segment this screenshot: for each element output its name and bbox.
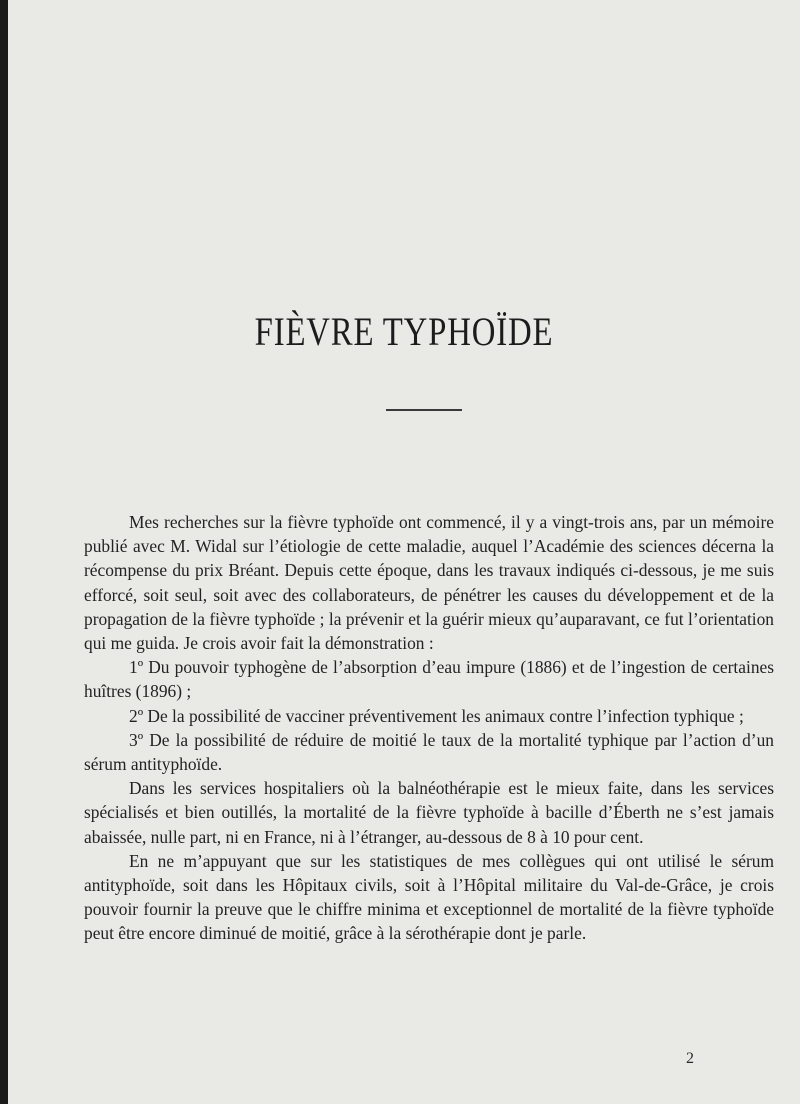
paragraph-hospital-services: Dans les services hospitaliers où la balnéothérapie est le mieux faite, dans les services spécialisés et bien outillés, la mortalité de la fièvre typhoïde à bacille d’Éberth ne s’est jamais abaissée, nulle part, ni en France, ni à l’étranger, au-dessous de 8 à 10 pour cent. — [84, 778, 774, 847]
chapter-title: FIÈVRE TYPHOÏDE — [254, 309, 554, 354]
paragraph-statistics: En ne m’appuyant que sur les statistiques de mes collègues qui ont utilisé le sérum antityphoïde, soit dans les Hôpitaux civils, soit à l’Hôpital militaire du Val-de-Grâce, je crois pouvoir fournir la preuve que le chiffre minima et exceptionnel de mortalité de la fièvre typhoïde peut être encore diminué de moitié, grâce à la sérothérapie dont je parle. — [84, 850, 774, 944]
body-text — [84, 510, 774, 946]
title-divider — [386, 409, 462, 411]
page-number: 2 — [686, 1050, 694, 1067]
paragraph-item-2: 2º De la possibilité de vacciner préventivement les animaux contre l’infection typhique ; — [129, 705, 744, 726]
paragraph-item-1: 1º Du pouvoir typhogène de l’absorption d’eau impure (1886) et de l’ingestion de certaines huîtres (1896) ; — [84, 657, 774, 702]
paragraph-intro: Mes recherches sur la fièvre typhoïde ont commencé, il y a vingt-trois ans, par un mémoire publié avec M. Widal sur l’étiologie de cette maladie, auquel l’Académie des sciences décerna la récompense du prix Bréant. Depuis cette époque, dans les travaux indiqués ci-dessous, je me suis efforcé, soit seul, soit avec des collaborateurs, de pénétrer les causes du développement et de la propagation de la fièvre typhoïde ; la prévenir et la guérir mieux qu’auparavant, ce fut l’orientation qui me guida. Je crois avoir fait la démonstration : — [84, 512, 774, 654]
document-page — [8, 0, 800, 1104]
paragraph-item-3: 3º De la possibilité de réduire de moitié le taux de la mortalité typhique par l’action d’un sérum antityphoïde. — [84, 729, 774, 775]
